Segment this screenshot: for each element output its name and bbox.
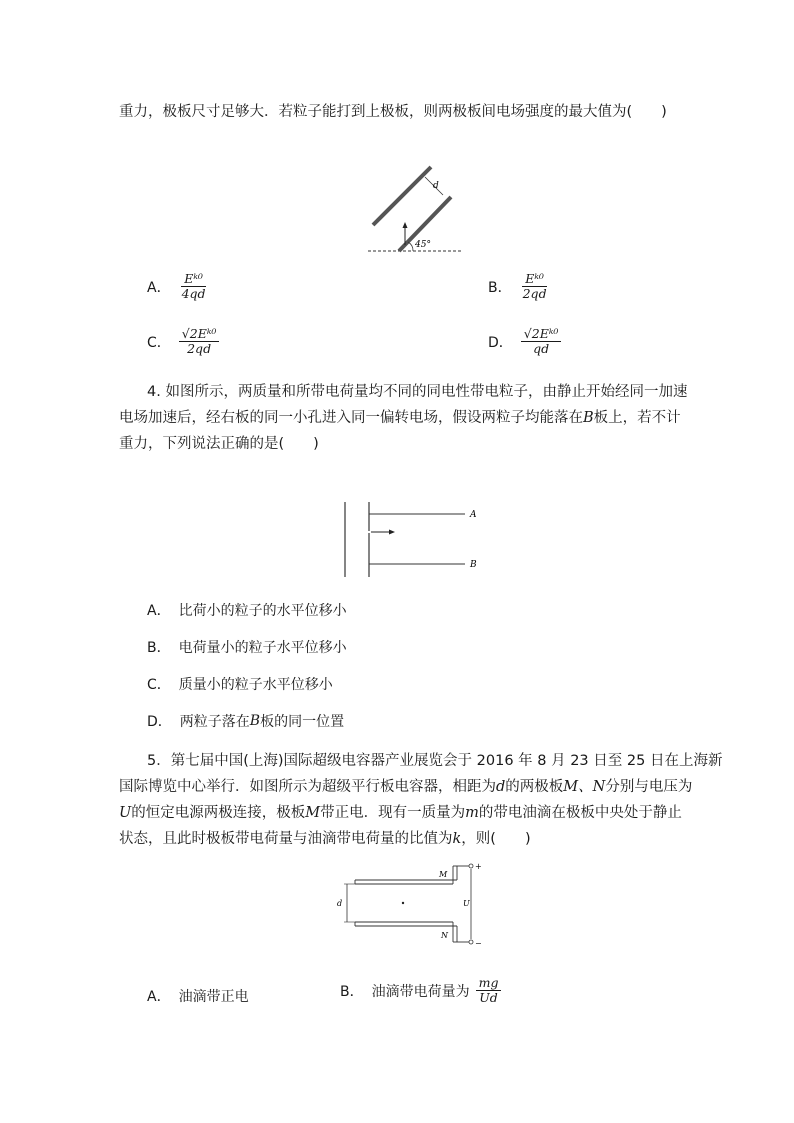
- particle-arrow-head: [389, 530, 395, 535]
- particle-arrow-head: [403, 222, 408, 228]
- q3-option-a-fraction: $\frac{\text{Eᵏ⁰}}{4qd}$: [181, 271, 206, 302]
- q5-fig-plus: +: [475, 862, 482, 871]
- q5-option-b-fraction: $\frac{mg}{Ud}$: [476, 976, 502, 1006]
- q3-option-a[interactable]: A． $\frac{\text{Eᵏ⁰}}{4qd}$: [147, 272, 209, 302]
- oil-droplet: [402, 902, 404, 904]
- upper-plate: [373, 167, 431, 225]
- q5-option-a[interactable]: A． 油滴带正电: [147, 989, 249, 1005]
- q5-fig-label-d: d: [337, 899, 343, 908]
- q4-fig-label-a: A: [470, 510, 477, 520]
- q5-option-b[interactable]: B． 油滴带电荷量为 $\frac{mg}{Ud}$: [340, 976, 501, 1006]
- q3-tail-text: 重力，极板尺寸足够大．若粒子能打到上极板，则两极板间电场强度的最大值为( ): [119, 104, 667, 120]
- q5-stem-line3: U的恒定电源两极连接，极板M带正电．现有一质量为m的带电油滴在极板中央处于静止: [119, 805, 682, 821]
- q4-option-d[interactable]: D． 两粒子落在 B 板的同一位置: [147, 713, 345, 730]
- q5-fig-label-u: U: [463, 899, 470, 908]
- q3-option-c-fraction: $\frac{\text{√2Eᵏ⁰}}{2qd}$: [179, 327, 220, 357]
- q4-stem-line1: 4. 如图所示，两质量和所带电荷量均不同的同电性带电粒子，由静止开始经同一加速: [147, 384, 688, 400]
- q5-figure-capacitor: [335, 858, 485, 950]
- q4-fig-label-b: B: [470, 560, 477, 570]
- q4-figure-deflection-plates: [335, 500, 485, 580]
- q3-figure-inclined-plates: [363, 163, 473, 263]
- q5-fig-label-m: M: [439, 870, 448, 879]
- q5-stem-line1: 5．第七届中国(上海)国际超级电容器产业展览会于 2016 年 8 月 23 日至 25 日在上海新: [147, 753, 723, 769]
- q3-option-c[interactable]: C． $\frac{\text{√2Eᵏ⁰}}{2qd}$: [147, 327, 219, 357]
- q5-fig-minus: −: [475, 939, 482, 948]
- q3-option-d-fraction: $\frac{\text{√2Eᵏ⁰}}{qd}$: [521, 327, 562, 357]
- q4-stem-line3: 重力，下列说法正确的是( ): [119, 436, 319, 452]
- q4-option-c[interactable]: C． 质量小的粒子水平位移小: [147, 677, 333, 693]
- q3-fig-angle: 45°: [415, 240, 431, 250]
- terminal-plus: [469, 864, 473, 868]
- q5-fig-label-n: N: [441, 931, 448, 940]
- q3-option-b[interactable]: B． $\frac{\text{Eᵏ⁰}}{2qd}$: [488, 272, 550, 302]
- q3-fig-label-d: d: [433, 181, 439, 191]
- q4-stem-line2: 电场加速后，经右板的同一小孔进入同一偏转电场，假设两粒子均能落在B板上，若不计: [119, 410, 681, 426]
- q3-option-b-fraction: $\frac{\text{Eᵏ⁰}}{2qd}$: [522, 271, 547, 302]
- q5-stem-line4: 状态，且此时极板带电荷量与油滴带电荷量的比值为k，则( ): [119, 831, 531, 847]
- terminal-minus: [469, 940, 473, 944]
- q4-option-a[interactable]: A． 比荷小的粒子的水平位移小: [147, 603, 347, 619]
- q3-option-d[interactable]: D． $\frac{\text{√2Eᵏ⁰}}{qd}$: [488, 327, 561, 357]
- q4-option-b[interactable]: B． 电荷量小的粒子水平位移小: [147, 640, 347, 656]
- q5-stem-line2: 国际博览中心举行．如图所示为超级平行板电容器，相距为d的两极板M、N分别与电压为: [119, 779, 693, 795]
